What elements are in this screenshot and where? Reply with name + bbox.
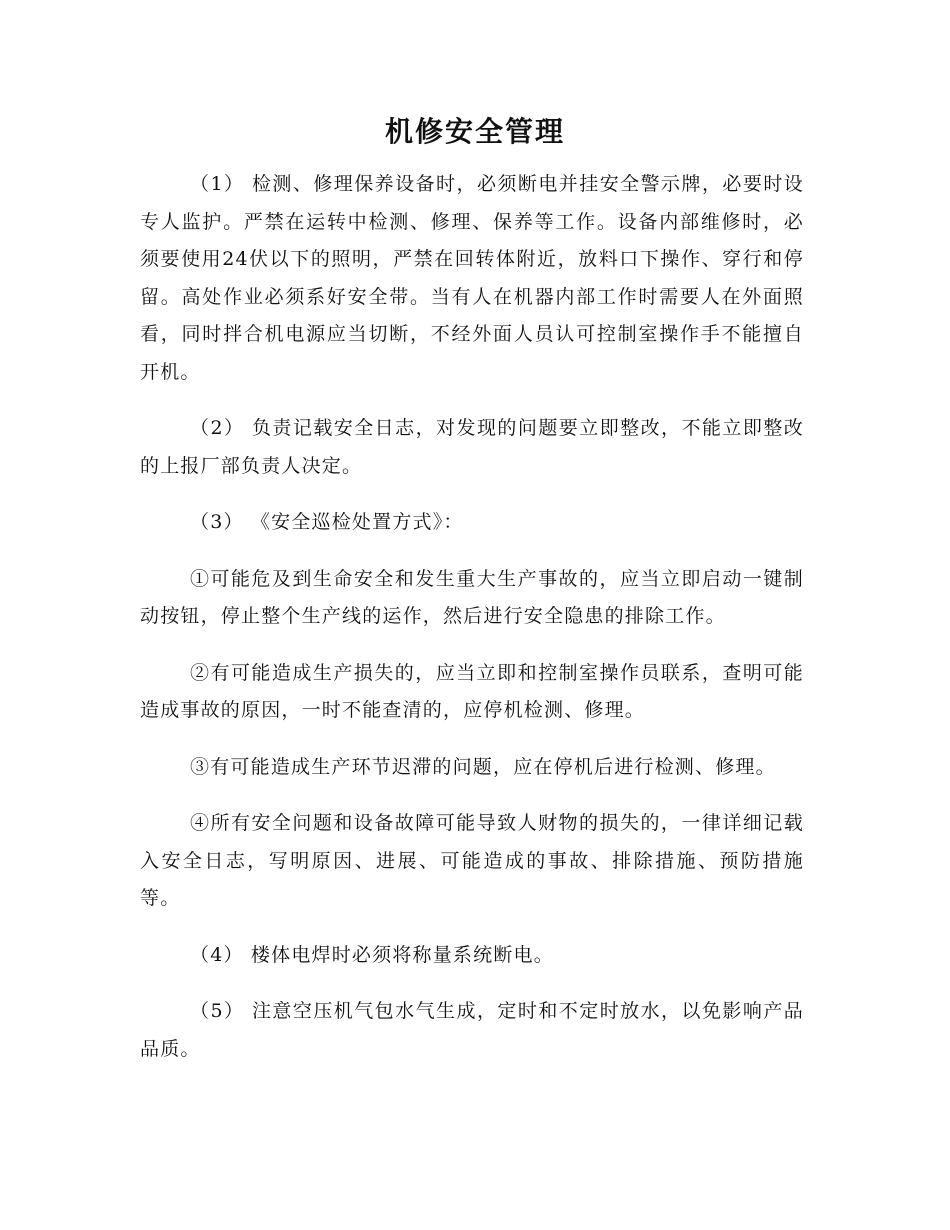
paragraph-3-item-3: ③有可能造成生产环节迟滞的问题，应在停机后进行检测、修理。 [190,755,776,778]
paragraph-3-item-1: ①可能危及到生命安全和发生重大生产事故的，应当立即启动一键制动按钮，停止整个生产线的运作，然后进行安全隐患的排除工作。 [140,567,804,627]
paragraph-3-item-2: ②有可能造成生产损失的，应当立即和控制室操作员联系，查明可能造成事故的原因，一时不能查清的，应停机检测、修理。 [140,661,804,721]
paragraph-5: （5） 注意空压机气包水气生成，定时和不定时放水，以免影响产品品质。 [140,1000,804,1060]
document-title: 机修安全管理 [384,115,565,148]
paragraph-2: （2） 负责记载安全日志，对发现的问题要立即整改，不能立即整改的上报厂部负责人决定。 [140,417,804,477]
paragraph-3-item-4: ④所有安全问题和设备故障可能导致人财物的损失的，一律详细记载入安全日志，写明原因、进展、可能造成的事故、排除措施、预防措施等。 [140,812,804,909]
paragraph-1: （1） 检测、修理保养设备时，必须断电并挂安全警示牌，必要时设专人监护。严禁在运转中检测、修理、保养等工作。设备内部维修时，必须要使用24伏以下的照明，严禁在回转体附近，放料口下操作、穿行和停留。高处作业必须系好安全带。当有人在机器内部工作时需要人在外面照看，同时拌合机电源应当切断，不经外面人员认可控制室操作手不能擅自开机。 [140,173,804,383]
paragraph-3: （3） 《安全巡检处置方式》： [190,511,464,533]
document-body [140,166,804,1087]
paragraph-4: （4） 楼体电焊时必须将称量系统断电。 [190,943,554,966]
